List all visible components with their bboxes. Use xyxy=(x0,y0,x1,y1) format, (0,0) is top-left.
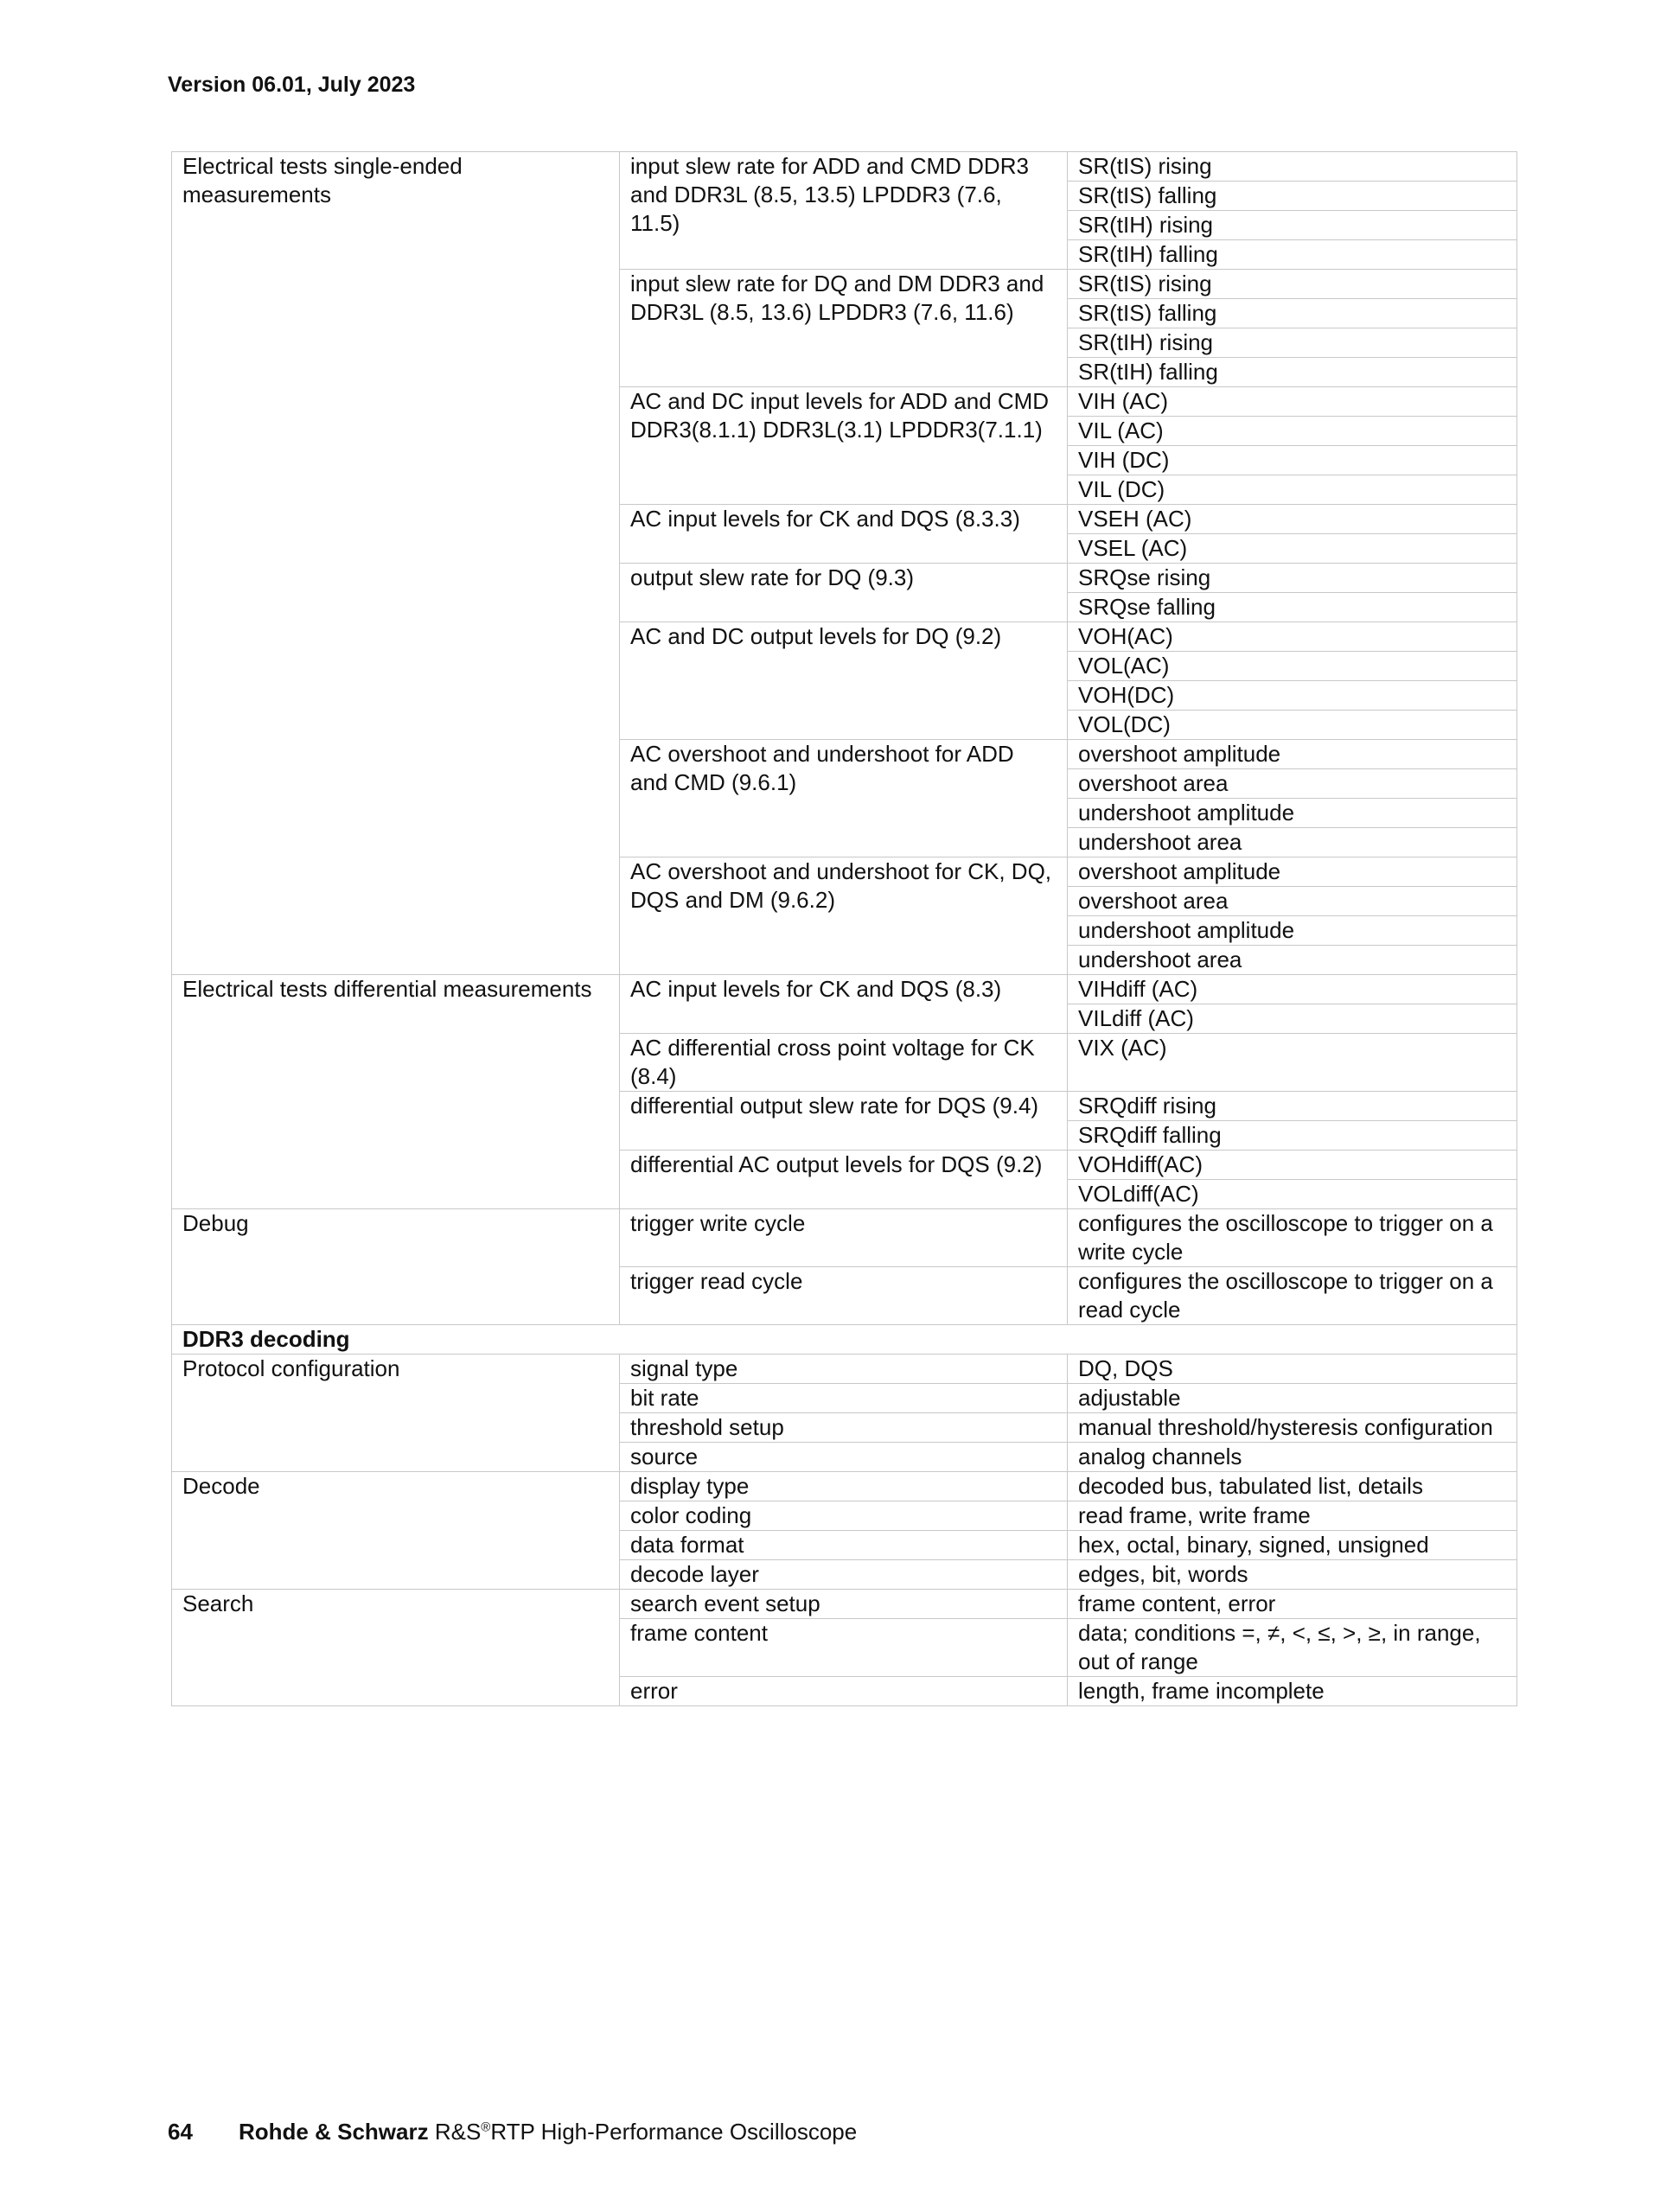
parameter-cell: SR(tIS) falling xyxy=(1068,182,1517,211)
test-cell: input slew rate for DQ and DM DDR3 and DDR3L (8.5, 13.6) LPDDR3 (7.6, 11.6) xyxy=(620,270,1068,387)
test-cell: decode layer xyxy=(620,1560,1068,1590)
parameter-cell: SRQse rising xyxy=(1068,564,1517,593)
parameter-cell: VOL(AC) xyxy=(1068,652,1517,681)
test-cell: trigger read cycle xyxy=(620,1267,1068,1325)
footer-brand: Rohde & Schwarz xyxy=(239,2119,429,2145)
parameter-cell: configures the oscilloscope to trigger on a write cycle xyxy=(1068,1209,1517,1267)
parameter-cell: length, frame incomplete xyxy=(1068,1677,1517,1706)
parameter-cell: VSEH (AC) xyxy=(1068,505,1517,534)
parameter-cell: SR(tIH) falling xyxy=(1068,240,1517,270)
test-cell: data format xyxy=(620,1531,1068,1560)
parameter-cell: VOH(AC) xyxy=(1068,622,1517,652)
test-cell: search event setup xyxy=(620,1590,1068,1619)
category-cell: Decode xyxy=(172,1472,620,1590)
section-heading: DDR3 decoding xyxy=(172,1325,1517,1355)
parameter-cell: VIL (AC) xyxy=(1068,417,1517,446)
registered-mark: ® xyxy=(481,2120,491,2135)
parameter-cell: read frame, write frame xyxy=(1068,1501,1517,1531)
test-cell: AC and DC input levels for ADD and CMD DDR3(8.1.1) DDR3L(3.1) LPDDR3(7.1.1) xyxy=(620,387,1068,505)
test-cell: AC input levels for CK and DQS (8.3.3) xyxy=(620,505,1068,564)
table-row xyxy=(172,152,1517,182)
version-header: Version 06.01, July 2023 xyxy=(168,73,416,97)
test-cell: bit rate xyxy=(620,1384,1068,1413)
parameter-cell: DQ, DQS xyxy=(1068,1355,1517,1384)
test-cell: color coding xyxy=(620,1501,1068,1531)
test-cell: AC input levels for CK and DQS (8.3) xyxy=(620,975,1068,1034)
parameter-cell: overshoot area xyxy=(1068,769,1517,799)
spec-table xyxy=(171,151,1517,1706)
table-row xyxy=(172,1590,1517,1619)
parameter-cell: SR(tIS) rising xyxy=(1068,270,1517,299)
parameter-cell: VILdiff (AC) xyxy=(1068,1004,1517,1034)
parameter-cell: undershoot amplitude xyxy=(1068,799,1517,828)
test-cell: AC differential cross point voltage for CK (8.4) xyxy=(620,1034,1068,1092)
test-cell: differential output slew rate for DQS (9.4) xyxy=(620,1092,1068,1151)
parameter-cell: VIHdiff (AC) xyxy=(1068,975,1517,1004)
parameter-cell: VIX (AC) xyxy=(1068,1034,1517,1092)
parameter-cell: VIH (DC) xyxy=(1068,446,1517,475)
category-cell: Search xyxy=(172,1590,620,1706)
parameter-cell: SR(tIH) rising xyxy=(1068,328,1517,358)
table-row xyxy=(172,975,1517,1004)
parameter-cell: overshoot amplitude xyxy=(1068,740,1517,769)
test-cell: frame content xyxy=(620,1619,1068,1677)
parameter-cell: SR(tIS) falling xyxy=(1068,299,1517,328)
footer-product-name: RTP High-Performance Oscilloscope xyxy=(490,2119,858,2145)
parameter-cell: hex, octal, binary, signed, unsigned xyxy=(1068,1531,1517,1560)
test-cell: input slew rate for ADD and CMD DDR3 and DDR3L (8.5, 13.5) LPDDR3 (7.6, 11.5) xyxy=(620,152,1068,270)
parameter-cell: decoded bus, tabulated list, details xyxy=(1068,1472,1517,1501)
parameter-cell: SR(tIH) rising xyxy=(1068,211,1517,240)
parameter-cell: SRQdiff rising xyxy=(1068,1092,1517,1121)
parameter-cell: data; conditions =, ≠, <, ≤, >, ≥, in range, out of range xyxy=(1068,1619,1517,1677)
parameter-cell: VOLdiff(AC) xyxy=(1068,1180,1517,1209)
parameter-cell: VOH(DC) xyxy=(1068,681,1517,711)
parameter-cell: configures the oscilloscope to trigger on a read cycle xyxy=(1068,1267,1517,1325)
parameter-cell: SRQdiff falling xyxy=(1068,1121,1517,1151)
page-footer xyxy=(168,2119,857,2145)
parameter-cell: VIH (AC) xyxy=(1068,387,1517,417)
test-cell: AC overshoot and undershoot for CK, DQ, DQS and DM (9.6.2) xyxy=(620,857,1068,975)
parameter-cell: adjustable xyxy=(1068,1384,1517,1413)
parameter-cell: manual threshold/hysteresis configuration xyxy=(1068,1413,1517,1443)
category-cell: Electrical tests single-ended measurements xyxy=(172,152,620,975)
test-cell: trigger write cycle xyxy=(620,1209,1068,1267)
page-number: 64 xyxy=(168,2119,193,2145)
parameter-cell: overshoot amplitude xyxy=(1068,857,1517,887)
parameter-cell: VSEL (AC) xyxy=(1068,534,1517,564)
footer-product-prefix: R&S xyxy=(434,2119,482,2145)
section-row xyxy=(172,1325,1517,1355)
test-cell: differential AC output levels for DQS (9.2) xyxy=(620,1151,1068,1209)
parameter-cell: VIL (DC) xyxy=(1068,475,1517,505)
parameter-cell: VOHdiff(AC) xyxy=(1068,1151,1517,1180)
spec-table-body xyxy=(172,152,1517,1706)
test-cell: output slew rate for DQ (9.3) xyxy=(620,564,1068,622)
parameter-cell: VOL(DC) xyxy=(1068,711,1517,740)
test-cell: AC overshoot and undershoot for ADD and CMD (9.6.1) xyxy=(620,740,1068,857)
parameter-cell: undershoot amplitude xyxy=(1068,916,1517,946)
category-cell: Electrical tests differential measurements xyxy=(172,975,620,1209)
category-cell: Protocol configuration xyxy=(172,1355,620,1472)
parameter-cell: SR(tIS) rising xyxy=(1068,152,1517,182)
table-row xyxy=(172,1472,1517,1501)
test-cell: signal type xyxy=(620,1355,1068,1384)
parameter-cell: SR(tIH) falling xyxy=(1068,358,1517,387)
parameter-cell: frame content, error xyxy=(1068,1590,1517,1619)
table-row xyxy=(172,1209,1517,1267)
parameter-cell: analog channels xyxy=(1068,1443,1517,1472)
test-cell: display type xyxy=(620,1472,1068,1501)
parameter-cell: SRQse falling xyxy=(1068,593,1517,622)
parameter-cell: undershoot area xyxy=(1068,946,1517,975)
test-cell: source xyxy=(620,1443,1068,1472)
parameter-cell: overshoot area xyxy=(1068,887,1517,916)
test-cell: threshold setup xyxy=(620,1413,1068,1443)
test-cell: AC and DC output levels for DQ (9.2) xyxy=(620,622,1068,740)
category-cell: Debug xyxy=(172,1209,620,1325)
table-row xyxy=(172,1355,1517,1384)
parameter-cell: undershoot area xyxy=(1068,828,1517,857)
test-cell: error xyxy=(620,1677,1068,1706)
parameter-cell: edges, bit, words xyxy=(1068,1560,1517,1590)
